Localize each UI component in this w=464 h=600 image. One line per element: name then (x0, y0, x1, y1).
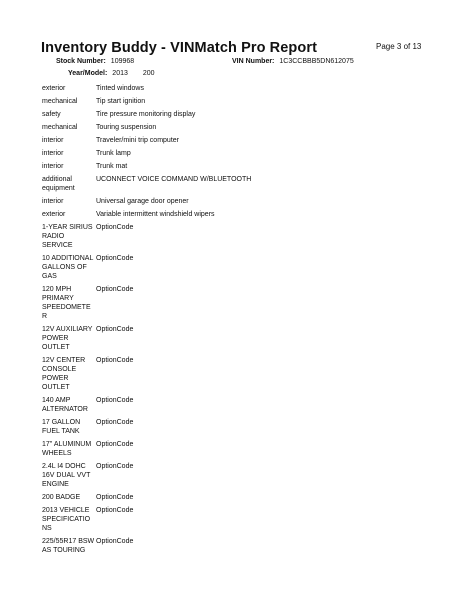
item-category: mechanical (42, 98, 78, 105)
item-category: 200 BADGE (42, 494, 81, 501)
item-category: mechanical (42, 124, 78, 131)
item-category: interior (42, 198, 64, 205)
item-category: 12V AUXILIARY POWER OUTLET (42, 326, 93, 351)
item-description: Universal garage door opener (96, 198, 189, 205)
list-item (42, 123, 442, 132)
item-description: OptionCode (96, 255, 134, 262)
item-description: OptionCode (96, 419, 134, 426)
item-description: OptionCode (96, 224, 134, 231)
equipment-list (42, 84, 442, 559)
vin-value: 1C3CCBBB5DN612075 (279, 58, 354, 65)
list-item (42, 110, 442, 119)
list-item (42, 325, 442, 352)
item-description: Variable intermittent windshield wipers (96, 211, 215, 218)
item-description: Touring suspension (96, 124, 157, 131)
item-category: 2013 VEHICLE SPECIFICATIO NS (42, 507, 91, 532)
year-model-field (68, 70, 155, 77)
list-item (42, 418, 442, 436)
item-category: 2.4L I4 DOHC 16V DUAL VVT ENGINE (42, 463, 91, 488)
list-item (42, 223, 442, 250)
item-category: exterior (42, 85, 66, 92)
item-description: OptionCode (96, 326, 134, 333)
list-item (42, 254, 442, 281)
vin-label: VIN Number: (232, 58, 275, 65)
item-description: Tire pressure monitoring display (96, 111, 196, 118)
year-value: 2013 (112, 70, 128, 77)
list-item (42, 197, 442, 206)
item-description: OptionCode (96, 357, 134, 364)
item-category: 225/55R17 BSW AS TOURING (42, 538, 95, 554)
list-item (42, 537, 442, 555)
item-category: 120 MPH PRIMARY SPEEDOMETE R (42, 286, 91, 320)
list-item (42, 493, 442, 502)
item-description: OptionCode (96, 538, 134, 545)
item-description: OptionCode (96, 441, 134, 448)
stock-number-field (56, 58, 134, 65)
list-item (42, 136, 442, 145)
item-description: Tinted windows (96, 85, 144, 92)
list-item (42, 506, 442, 533)
item-category: 1-YEAR SIRIUS RADIO SERVICE (42, 224, 93, 249)
item-description: OptionCode (96, 397, 134, 404)
item-category: 17 GALLON FUEL TANK (42, 419, 81, 435)
item-category: 140 AMP ALTERNATOR (42, 397, 88, 413)
item-category: interior (42, 150, 64, 157)
item-category: 12V CENTER CONSOLE POWER OUTLET (42, 357, 86, 391)
list-item (42, 462, 442, 489)
list-item (42, 84, 442, 93)
list-item (42, 396, 442, 414)
item-category: safety (42, 111, 61, 118)
item-description: Trunk mat (96, 163, 128, 170)
item-description: OptionCode (96, 463, 134, 470)
item-category: interior (42, 163, 64, 170)
model-value: 200 (142, 70, 155, 77)
item-description: UCONNECT VOICE COMMAND W/BLUETOOTH (96, 176, 252, 183)
list-item (42, 175, 442, 193)
item-description: Trunk lamp (96, 150, 131, 157)
item-description: Tip start ignition (96, 98, 146, 105)
item-category: interior (42, 137, 64, 144)
item-category: additional equipment (42, 176, 75, 192)
vin-field (232, 58, 354, 65)
item-description: Traveler/mini trip computer (96, 137, 179, 144)
item-description: OptionCode (96, 507, 134, 514)
page-indicator: Page 3 of 13 (376, 42, 422, 51)
year-model-label: Year/Model: (68, 70, 108, 77)
list-item (42, 440, 442, 458)
stock-number-value: 109968 (110, 58, 135, 65)
list-item (42, 149, 442, 158)
item-description: OptionCode (96, 286, 134, 293)
item-category: 17" ALUMINUM WHEELS (42, 441, 92, 457)
item-category: 10 ADDITIONAL GALLONS OF GAS (42, 255, 94, 280)
item-category: exterior (42, 211, 66, 218)
item-description: OptionCode (96, 494, 134, 501)
list-item (42, 356, 442, 392)
report-title: Inventory Buddy - VINMatch Pro Report (41, 40, 317, 56)
list-item (42, 162, 442, 171)
stock-number-label: Stock Number: (56, 58, 106, 65)
list-item (42, 285, 442, 321)
list-item (42, 97, 442, 106)
list-item (42, 210, 442, 219)
